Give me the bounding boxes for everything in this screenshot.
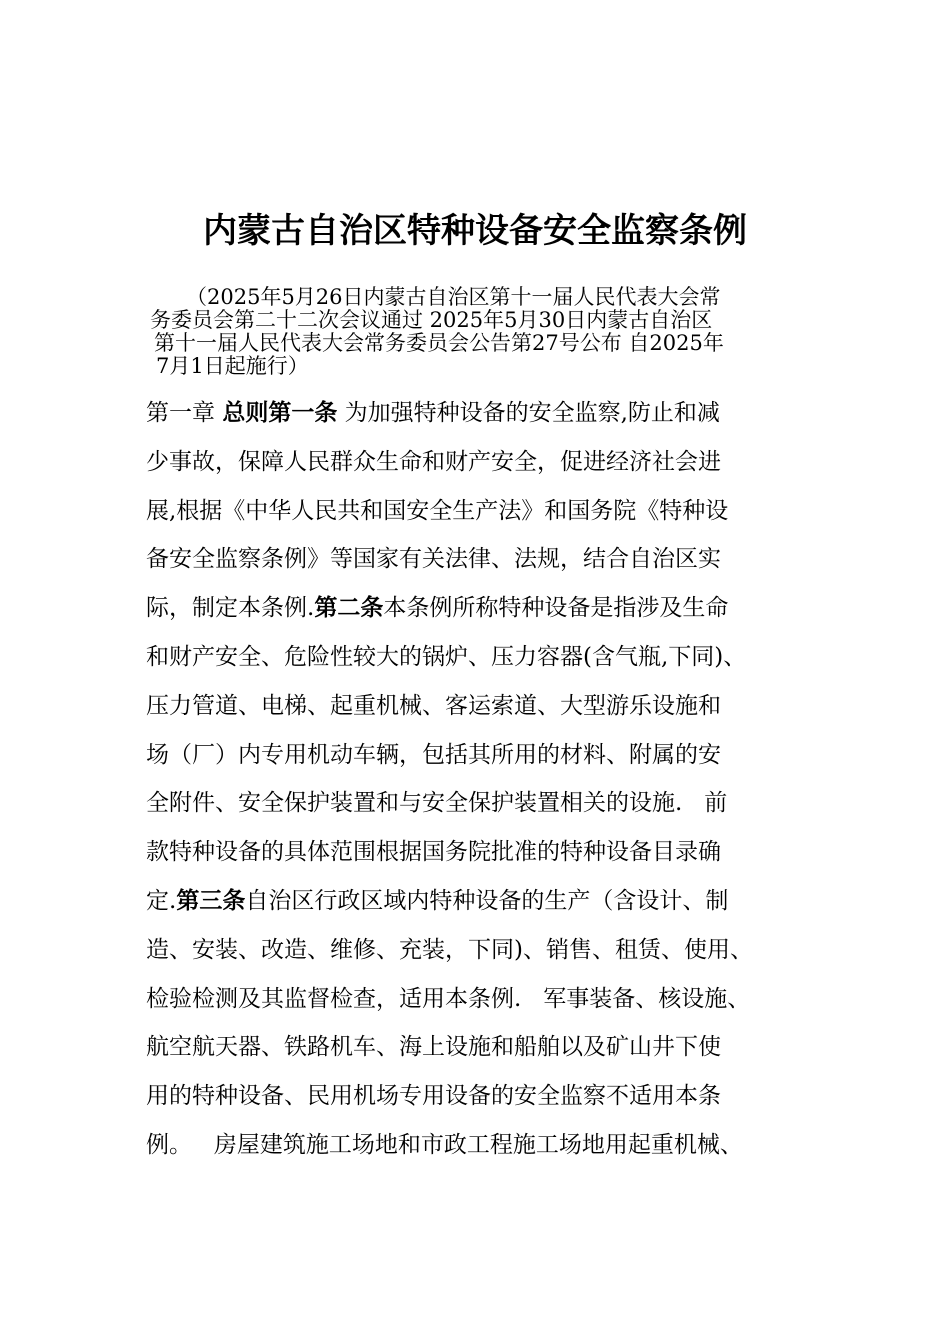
body-text: 际，制定本条例. xyxy=(146,595,315,622)
body-line xyxy=(146,539,818,588)
body-text: 压力管道、电梯、起重机械、客运索道、大型游乐设施和 xyxy=(146,692,721,719)
enactment-note xyxy=(150,286,810,378)
document-body xyxy=(146,393,818,1174)
note-line: 第十一届人民代表大会常务委员会公告第27号公布 自2025年 xyxy=(154,331,724,355)
body-text: 定. xyxy=(146,887,177,914)
body-line xyxy=(146,491,818,540)
note-line: 务委员会第二十二次会议通过 2025年5月30日内蒙古自治区 xyxy=(150,308,713,332)
body-line xyxy=(146,783,818,832)
body-line xyxy=(146,979,818,1028)
article-heading: 第二条 xyxy=(314,595,384,622)
body-text: 展,根据《中华人民共和国安全生产法》和国务院《特种设 xyxy=(146,497,729,524)
body-text: 造、安装、改造、维修、充装，下同)、销售、租赁、使用、 xyxy=(146,936,753,963)
body-text: 第一章 xyxy=(146,400,223,426)
body-text: 场（厂）内专用机动车辆，包括其所用的材料、附属的安 xyxy=(146,741,721,768)
body-line xyxy=(146,735,818,784)
note-line: 7月1日起施行） xyxy=(156,354,309,378)
body-text: 少事故，保障人民群众生命和财产安全，促进经济社会进 xyxy=(146,448,721,475)
body-line xyxy=(146,588,818,637)
body-text: 自治区行政区域内特种设备的生产（含设计、制 xyxy=(245,887,729,914)
body-text: 例。 房屋建筑施工场地和市政工程施工场地用起重机械、 xyxy=(146,1131,743,1158)
body-line xyxy=(146,1076,818,1125)
body-line xyxy=(146,393,818,442)
document-title: 内蒙古自治区特种设备安全监察条例 xyxy=(203,211,747,251)
body-line xyxy=(146,832,818,881)
body-line xyxy=(146,1125,818,1174)
body-line xyxy=(146,686,818,735)
body-text: 款特种设备的具体范围根据国务院批准的特种设备目录确 xyxy=(146,839,721,866)
body-line xyxy=(146,881,818,930)
body-line xyxy=(146,1027,818,1076)
body-text: 全附件、安全保护装置和与安全保护装置相关的设施. 前 xyxy=(146,790,728,817)
article-heading: 总则第一条 xyxy=(222,400,338,426)
body-text: 航空航天器、铁路机车、海上设施和船舶以及矿山井下使 xyxy=(146,1034,721,1061)
body-line xyxy=(146,637,818,686)
body-text: 本条例所称特种设备是指涉及生命 xyxy=(383,595,729,622)
body-line xyxy=(146,930,818,979)
note-line: （2025年5月26日内蒙古自治区第十一届人民代表大会常 xyxy=(186,285,721,309)
article-heading: 第三条 xyxy=(176,887,246,914)
body-text: 用的特种设备、民用机场专用设备的安全监察不适用本条 xyxy=(146,1083,721,1110)
body-text: 为加强特种设备的安全监察,防止和减 xyxy=(337,400,720,426)
body-line xyxy=(146,442,818,491)
body-text: 备安全监察条例》等国家有关法律、法规，结合自治区实 xyxy=(146,546,721,573)
body-text: 和财产安全、危险性较大的锅炉、压力容器(含气瓶,下同)、 xyxy=(146,643,747,670)
body-text: 检验检测及其监督检查，适用本条例. 军事装备、核设施、 xyxy=(146,985,751,1012)
